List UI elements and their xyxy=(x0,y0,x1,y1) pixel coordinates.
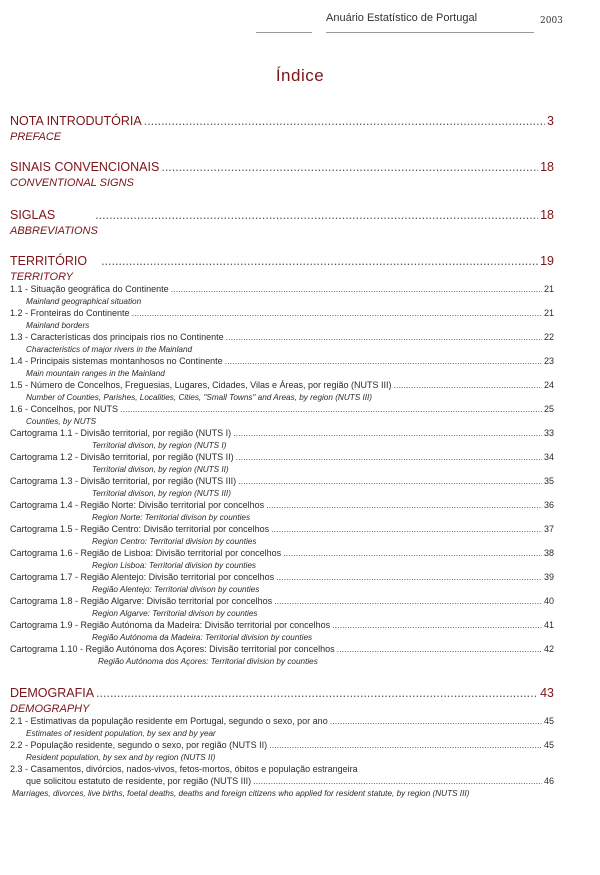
item-page: 46 xyxy=(543,776,554,786)
section-label-en: PREFACE xyxy=(10,131,62,143)
table-of-contents xyxy=(10,114,554,800)
dot-leader xyxy=(332,620,542,630)
toc-item-1-2[interactable] xyxy=(10,308,554,332)
toc-item-1-1[interactable] xyxy=(10,284,554,308)
dot-leader xyxy=(120,404,542,414)
header-rule-right xyxy=(326,32,534,33)
item-page: 23 xyxy=(543,356,554,366)
toc-item-cartograma-1-5[interactable] xyxy=(10,524,554,548)
item-page: 37 xyxy=(543,524,554,534)
item-label: Cartograma 1.2 - Divisão territorial, por região (NUTS II) xyxy=(10,452,234,462)
section-page: 19 xyxy=(540,254,554,268)
item-label-en: Territorial divison, by region (NUTS II) xyxy=(92,465,229,474)
item-page: 45 xyxy=(543,716,554,726)
item-label-en: Marriages, divorces, live births, foetal deaths, deaths and foreign citizens who applied for resident statute, by region (NUTS III) xyxy=(12,789,470,798)
item-label-en: Characteristics of major rivers in the Mainland xyxy=(26,345,193,354)
item-page: 35 xyxy=(543,476,554,486)
dot-leader xyxy=(238,476,542,486)
toc-item-1-4[interactable] xyxy=(10,356,554,380)
item-label-en: Mainland geographical situation xyxy=(26,297,142,306)
section-label-en: TERRITORY xyxy=(10,271,73,283)
item-page: 36 xyxy=(543,500,554,510)
section-page: 18 xyxy=(540,208,554,222)
section-label: NOTA INTRODUTÓRIA xyxy=(10,114,142,128)
dot-leader xyxy=(276,572,542,582)
item-page: 39 xyxy=(543,572,554,582)
toc-section-abbreviations[interactable] xyxy=(10,208,554,238)
dot-leader xyxy=(283,548,542,558)
toc-item-cartograma-1-3[interactable] xyxy=(10,476,554,500)
section-page: 18 xyxy=(540,160,554,174)
item-label-en: Main mountain ranges in the Mainland xyxy=(26,369,165,378)
item-label-en: Resident population, by sex and by region (NUTS II) xyxy=(26,753,216,762)
dot-leader xyxy=(266,500,542,510)
item-label-en: Region Algarve: Territorial divison by counties xyxy=(92,609,258,618)
dot-leader xyxy=(226,332,542,342)
item-label: Cartograma 1.10 - Região Autónoma dos Açores: Divisão territorial por concelhos xyxy=(10,644,335,654)
item-page: 22 xyxy=(543,332,554,342)
dot-leader xyxy=(96,686,538,700)
item-label: Cartograma 1.7 - Região Alentejo: Divisão territorial por concelhos xyxy=(10,572,275,582)
item-label: Cartograma 1.3 - Divisão territorial, por região (NUTS III) xyxy=(10,476,237,486)
toc-item-cartograma-1-10[interactable] xyxy=(10,644,554,668)
section-page: 3 xyxy=(547,114,554,128)
toc-item-1-5[interactable] xyxy=(10,380,554,404)
item-label-en: Counties, by NUTS xyxy=(26,417,97,426)
item-label: Cartograma 1.8 - Região Algarve: Divisão territorial por concelhos xyxy=(10,596,273,606)
toc-section-demography[interactable] xyxy=(10,686,554,716)
item-label: 1.6 - Concelhos, por NUTS xyxy=(10,404,119,414)
dot-leader xyxy=(161,160,538,174)
item-page: 45 xyxy=(543,740,554,750)
item-label-en: Region Lisboa: Territorial division by counties xyxy=(92,561,256,570)
section-label: DEMOGRAFIA xyxy=(10,686,95,700)
item-page: 24 xyxy=(543,380,554,390)
item-label: Cartograma 1.6 - Região de Lisboa: Divisão territorial por concelhos xyxy=(10,548,282,558)
dot-leader xyxy=(330,716,542,726)
section-label: SIGLAS xyxy=(10,208,56,222)
section-label-en: ABBREVIATIONS xyxy=(10,225,98,237)
item-label: 1.1 - Situação geográfica do Continente xyxy=(10,284,169,294)
item-label: 2.1 - Estimativas da população residente em Portugal, segundo o sexo, por ano xyxy=(10,716,328,726)
section-label-en: CONVENTIONAL SIGNS xyxy=(10,177,134,189)
item-label: 2.3 - Casamentos, divórcios, nados-vivos, fetos-mortos, óbitos e população estrangeira xyxy=(10,764,358,774)
dot-leader xyxy=(274,596,542,606)
toc-item-cartograma-1-9[interactable] xyxy=(10,620,554,644)
section-label-en: DEMOGRAPHY xyxy=(10,703,90,715)
item-label: Cartograma 1.9 - Região Autónoma da Madeira: Divisão territorial por concelhos xyxy=(10,620,331,630)
item-page: 38 xyxy=(543,548,554,558)
section-page: 43 xyxy=(540,686,554,700)
item-label: 2.2 - População residente, segundo o sexo, por região (NUTS II) xyxy=(10,740,268,750)
toc-item-cartograma-1-4[interactable] xyxy=(10,500,554,524)
dot-leader xyxy=(95,208,538,222)
toc-item-cartograma-1-1[interactable] xyxy=(10,428,554,452)
item-label-continued: que solicitou estatuto de residente, por região (NUTS III) xyxy=(26,776,252,786)
header-year: 2003 xyxy=(540,16,563,26)
item-page: 21 xyxy=(543,308,554,318)
dot-leader xyxy=(144,114,545,128)
toc-item-2-2[interactable] xyxy=(10,740,554,764)
dot-leader xyxy=(394,380,542,390)
dot-leader xyxy=(236,452,542,462)
toc-section-conventional-signs[interactable] xyxy=(10,160,554,190)
header-rule-left xyxy=(256,32,312,33)
item-label-en: Region Centro: Territorial division by counties xyxy=(92,537,257,546)
item-label-en: Territorial divison, by region (NUTS I) xyxy=(92,441,227,450)
item-label-en: Região Autónoma dos Açores: Territorial division by counties xyxy=(98,657,318,666)
page-title: Índice xyxy=(275,66,325,85)
item-label: Cartograma 1.1 - Divisão territorial, por região (NUTS I) xyxy=(10,428,232,438)
item-page: 41 xyxy=(543,620,554,630)
toc-item-cartograma-1-7[interactable] xyxy=(10,572,554,596)
toc-section-preface[interactable] xyxy=(10,114,554,144)
toc-item-cartograma-1-6[interactable] xyxy=(10,548,554,572)
dot-leader xyxy=(171,284,542,294)
item-label-en: Number of Counties, Parishes, Localities, Cities, "Small Towns" and Areas, by region (NUTS III) xyxy=(26,393,373,402)
header-publication: Anuário Estatístico de Portugal xyxy=(326,12,478,24)
dot-leader xyxy=(337,644,542,654)
dot-leader xyxy=(271,524,542,534)
section-label: SINAIS CONVENCIONAIS xyxy=(10,160,160,174)
toc-item-cartograma-1-2[interactable] xyxy=(10,452,554,476)
item-page: 34 xyxy=(543,452,554,462)
item-label: Cartograma 1.5 - Região Centro: Divisão territorial por concelhos xyxy=(10,524,270,534)
dot-leader xyxy=(225,356,542,366)
item-page: 21 xyxy=(543,284,554,294)
dot-leader xyxy=(132,308,542,318)
item-page: 40 xyxy=(543,596,554,606)
item-page: 42 xyxy=(543,644,554,654)
item-label-en: Region Norte: Territorial divison by counties xyxy=(92,513,251,522)
item-label: 1.4 - Principais sistemas montanhosos no Continente xyxy=(10,356,223,366)
item-label-en: Estimates of resident population, by sex and by year xyxy=(26,729,216,738)
dot-leader xyxy=(253,776,542,786)
toc-section-territory[interactable] xyxy=(10,254,554,284)
dot-leader xyxy=(101,254,538,268)
section-label: TERRITÓRIO xyxy=(10,254,88,268)
item-label: 1.3 - Características dos principais rios no Continente xyxy=(10,332,224,342)
toc-item-cartograma-1-8[interactable] xyxy=(10,596,554,620)
dot-leader xyxy=(233,428,542,438)
item-label-en: Região Autónoma da Madeira: Territorial division by counties xyxy=(92,633,313,642)
toc-item-1-6[interactable] xyxy=(10,404,554,428)
item-label-en: Territorial divison, by region (NUTS III) xyxy=(92,489,231,498)
toc-item-1-3[interactable] xyxy=(10,332,554,356)
item-label-en: Região Alentejo: Territorial divison by counties xyxy=(92,585,260,594)
item-label: Cartograma 1.4 - Região Norte: Divisão territorial por concelhos xyxy=(10,500,265,510)
item-label: 1.2 - Fronteiras do Continente xyxy=(10,308,130,318)
dot-leader xyxy=(269,740,542,750)
toc-item-2-1[interactable] xyxy=(10,716,554,740)
toc-item-2-3[interactable] xyxy=(10,764,554,800)
item-label-en: Mainland borders xyxy=(26,321,90,330)
item-page: 33 xyxy=(543,428,554,438)
item-label: 1.5 - Número de Concelhos, Freguesias, Lugares, Cidades, Vilas e Áreas, por região (NUTS III) xyxy=(10,380,392,390)
item-page: 25 xyxy=(543,404,554,414)
